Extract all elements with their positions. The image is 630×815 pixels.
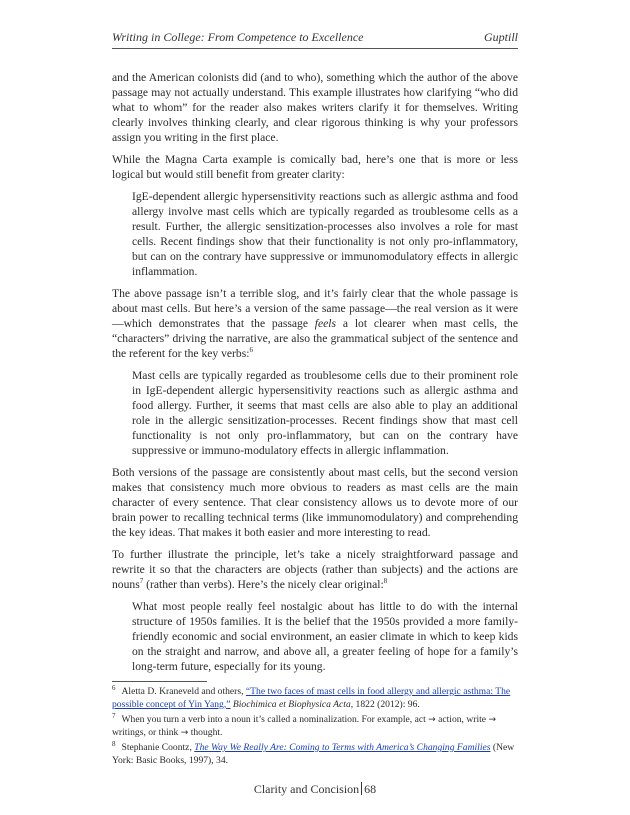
author-name: Guptill	[483, 30, 518, 44]
block-quote: What most people really feel nostalgic about has little to do with the internal structure of 1950s families. It is the belief that the 1950s provided a more family-friendly economic and social environment, an easier climate in which to keep kids on the straight and narrow, and above all, a greater feeling of hope for a family’s long-term future, especially for its young.	[132, 600, 518, 673]
footer-divider	[361, 782, 362, 795]
text-run: , 1822 (2012): 96.	[350, 698, 420, 710]
text-run: To further illustrate the principle, let’s take a nicely straightforward passage and rewrite it so that the characters are objects (rather than subjects) and the actions are nouns	[112, 548, 518, 591]
text-run: thought.	[188, 726, 223, 738]
paragraph: Both versions of the passage are consistently about mast cells, but the second version makes that consistency much more obvious to readers as mast cells are the main character of every sentence. That clear consistency allows us to devote more of our brain power to recalling technical terms (like immunomodulatory) and comprehending the key ideas. That makes it both easier and more interesting to read.	[112, 466, 518, 539]
emphasis: feels	[314, 317, 337, 330]
footnote-ref[interactable]: 6	[249, 346, 253, 355]
footnote-number: 7	[112, 711, 116, 720]
text-run: action, write	[435, 714, 489, 725]
paragraph: While the Magna Carta example is comically bad, here’s one that is more or less logical but would still benefit from greater clarity:	[112, 153, 518, 181]
footnote-8	[112, 739, 518, 767]
page-number: 68	[364, 782, 377, 796]
footnote-7	[112, 711, 518, 739]
footnote-6	[112, 683, 518, 711]
footnotes	[112, 683, 518, 770]
text-run: writings, or think	[112, 726, 181, 738]
text-run: (New York: Basic Books, 1997), 34.	[112, 742, 515, 766]
text-run: (rather than verbs). Here’s the nicely clear original:	[143, 578, 384, 591]
block-quote: Mast cells are typically regarded as troublesome cells due to their prominent role in IgE-dependent allergic hypersensitivity reactions such as allergic asthma and food allergy. Further, it seems that mast cells are also able to play an additional role in the allergic sensitization-processes. Recent findings show that mast cell functionality is not only pro-inflammatory, but can on the contrary have suppressive or immuno-modulatory effects in allergic inflammation.	[132, 369, 518, 457]
arrow-icon: →	[428, 715, 436, 725]
footnote-number: 6	[112, 683, 116, 692]
block-quote: IgE-dependent allergic hypersensitivity reactions such as allergic asthma and food allergy involve mast cells which are typically regarded as troublesome cells as a result. Further, the allergic sensitization-processes also involves a role for mast cells. Recent findings show that their functionality is not only pro-inflammatory, but can on the contrary have suppressive or immunomodulatory effects in allergic inflammation.	[132, 190, 518, 278]
footnote-ref[interactable]: 7	[139, 577, 144, 586]
citation-link[interactable]: The Way We Really Are: Coming to Terms with America’s Changing Families	[194, 742, 491, 753]
arrow-icon: →	[488, 715, 496, 725]
section-title: Clarity and Concision	[253, 782, 360, 796]
text-run: Aletta D. Kraneveld and others,	[121, 686, 246, 697]
text-run: a lot clearer when mast cells, the “characters” driving the narrative, are also the grammatical subject of the sentence and the referent for the key verbs:	[112, 317, 518, 360]
journal-name: Biochimica et Biophysica Acta	[230, 698, 351, 710]
page-footer	[0, 782, 630, 797]
citation-link[interactable]: “The two faces of mast cells in food allergy and allergic asthma: The possible concept of Yin Yang,”	[112, 686, 511, 710]
header-rule	[112, 48, 518, 49]
text-run: When you turn a verb into a noun it’s called a nominalization. For example, act	[121, 714, 429, 725]
footnote-rule	[112, 681, 207, 682]
footnote-number: 8	[112, 739, 116, 748]
book-title: Writing in College: From Competence to Excellence	[112, 30, 364, 44]
arrow-icon: →	[180, 727, 189, 738]
paragraph	[112, 286, 518, 361]
footnote-ref[interactable]: 8	[383, 577, 388, 586]
running-header	[112, 30, 518, 46]
paragraph: and the American colonists did (and to who), something which the author of the above passage may not actually understand. This example illustrates how clarifying “who did what to whom” for the reader also makes writers clarify it for themselves. Writing clearly involves thinking clearly, and clear rigorous thinking is why your professors assign you writing in the first place.	[112, 71, 518, 144]
text-run: Stephanie Coontz,	[121, 742, 195, 753]
text-run: The above passage isn’t a terrible slog, and it’s fairly clear that the whole passage is about mast cells. But here’s a version of the same passage—the real version as it were—which demonstrates that the passage	[112, 287, 518, 330]
paragraph	[112, 547, 518, 592]
page-body	[112, 70, 518, 681]
